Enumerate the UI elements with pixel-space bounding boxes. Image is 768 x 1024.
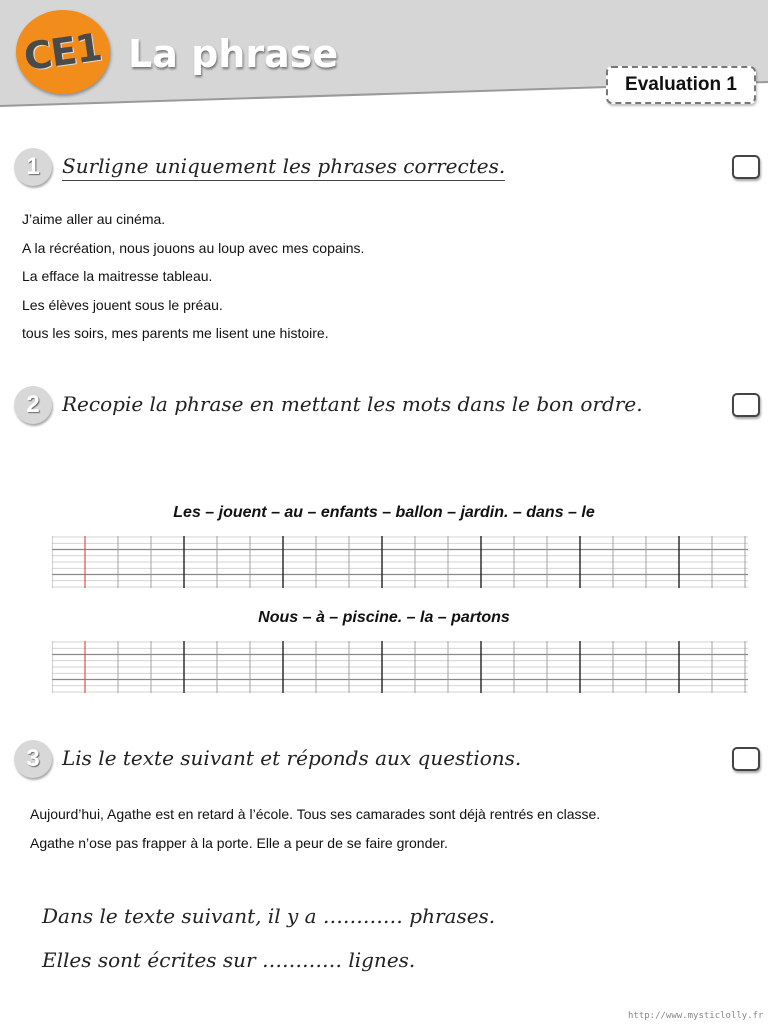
reading-text-line-2: Agathe n’ose pas frapper à la porte. Elle a peur de se faire gronder.: [30, 835, 448, 851]
question-1[interactable]: Dans le texte suivant, il y a ………… phrases.: [42, 904, 496, 928]
level-badge-text: CE1: [21, 24, 105, 80]
exercise-2-number: 2: [14, 386, 52, 424]
exercise-1-checkbox[interactable]: [732, 155, 760, 179]
exercise-1-number: 1: [14, 148, 52, 186]
sentence-2[interactable]: A la récréation, nous jouons au loup avec mes copains.: [22, 240, 365, 256]
level-badge: [16, 10, 110, 94]
sentence-3[interactable]: La efface la maitresse tableau.: [22, 268, 213, 284]
exercise-3-instruction: Lis le texte suivant et réponds aux questions.: [62, 746, 522, 770]
exercise-1-instruction: Surligne uniquement les phrases correctes.: [62, 154, 505, 181]
writing-grid-2[interactable]: [52, 641, 748, 693]
reading-text-line-1: Aujourd’hui, Agathe est en retard à l’école. Tous ses camarades sont déjà rentrés en classe.: [30, 806, 601, 822]
scrambled-sentence-1: Les – jouent – au – enfants – ballon – jardin. – dans – le: [173, 504, 595, 521]
exercise-3-number: 3: [14, 740, 52, 778]
sentence-1[interactable]: J’aime aller au cinéma.: [22, 211, 166, 227]
page-title: La phrase: [128, 32, 339, 76]
question-2[interactable]: Elles sont écrites sur ………… lignes.: [42, 948, 416, 972]
exercise-2-instruction: Recopie la phrase en mettant les mots dans le bon ordre.: [62, 392, 643, 416]
scrambled-sentence-2: Nous – à – piscine. – la – partons: [258, 609, 510, 626]
sentence-4[interactable]: Les élèves jouent sous le préau.: [22, 297, 223, 313]
writing-grid-1[interactable]: [52, 536, 748, 588]
exercise-3-checkbox[interactable]: [732, 747, 760, 771]
sentence-5[interactable]: tous les soirs, mes parents me lisent une histoire.: [22, 325, 329, 341]
exercise-2-checkbox[interactable]: [732, 393, 760, 417]
evaluation-label: Evaluation 1: [606, 66, 756, 104]
footer-url: http://www.mysticlolly.fr: [628, 1011, 764, 1021]
